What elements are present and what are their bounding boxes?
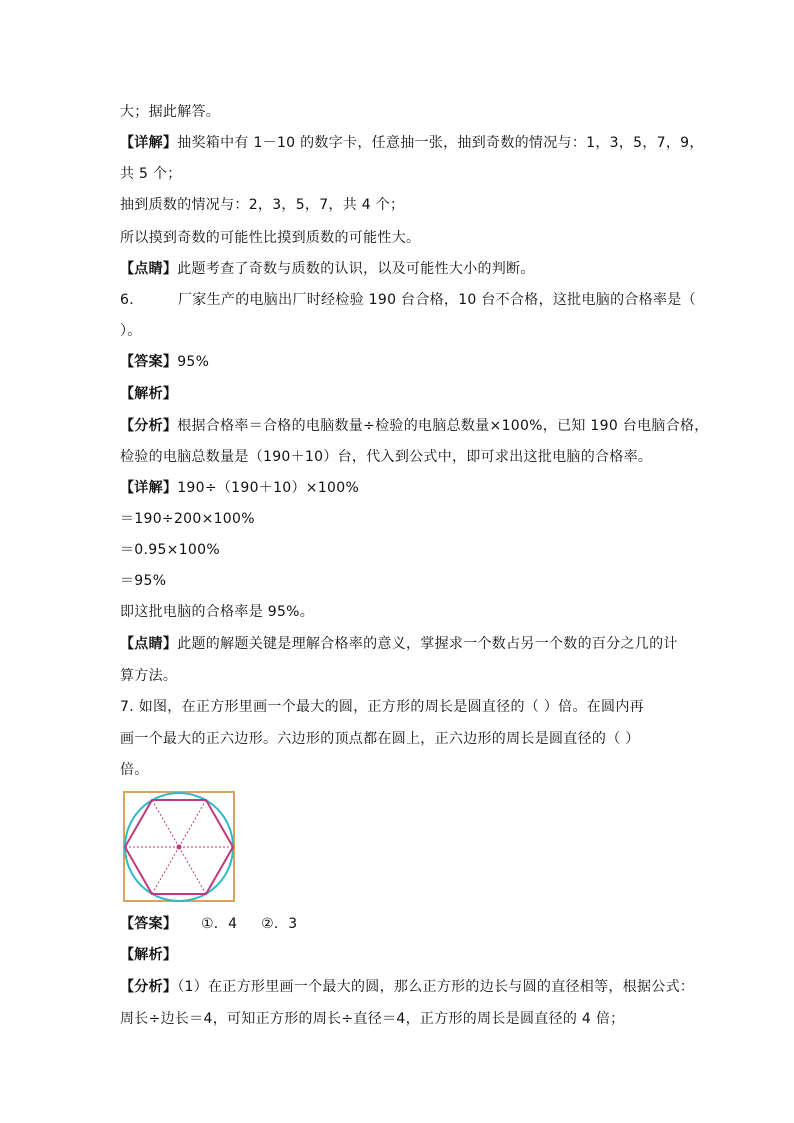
section-tag: 【详解】 xyxy=(120,135,178,151)
analysis-heading: 【解析】 xyxy=(120,947,178,963)
center-point xyxy=(177,845,182,850)
text-line: 共 5 个； xyxy=(120,166,182,182)
text-line: 【详解】抽奖箱中有 1－10 的数字卡，任意抽一张，抽到奇数的情况与：1，3，5，7，9， xyxy=(120,135,704,151)
section-tag: 【答案】 xyxy=(120,354,178,370)
text-line: 抽到质数的情况与：2，3，5，7，共 4 个； xyxy=(120,197,405,213)
answer-value: ①．4 ②．3 xyxy=(177,916,298,932)
text-line: ＝0.95×100% xyxy=(120,542,220,558)
square-circle-hexagon-figure xyxy=(120,790,238,904)
section-tag: 【点睛】 xyxy=(120,261,178,277)
section-tag: 【点睛】 xyxy=(120,636,178,652)
text-line: ＝190÷200×100% xyxy=(120,511,255,527)
text-line: 检验的电脑总数量是（190＋10）台，代入到公式中，即可求出这批电脑的合格率。 xyxy=(120,449,653,465)
answer-line xyxy=(120,352,209,372)
text-line: 所以摸到奇数的可能性比摸到质数的可能性大。 xyxy=(120,230,421,246)
text-line: 倍。 xyxy=(120,762,149,778)
answer-value: 95% xyxy=(177,354,210,370)
question-number: 6. xyxy=(120,292,134,308)
answer-line xyxy=(120,914,297,934)
text-line: 算方法。 xyxy=(120,668,178,684)
text-line: 【分析】（1）在正方形里画一个最大的圆，那么正方形的边长与圆的直径相等，根据公式： xyxy=(120,979,695,995)
question-7: 7. 如图，在正方形里画一个最大的圆，正方形的周长是圆直径的（ ）倍。在圆内再 xyxy=(120,699,644,715)
text-line: ＝95% xyxy=(120,573,167,589)
text-line: 周长÷边长＝4，可知正方形的周长÷直径＝4，正方形的周长是圆直径的 4 倍； xyxy=(120,1011,625,1027)
text-line: 【详解】190÷（190＋10）×100% xyxy=(120,480,360,496)
question-text: 厂家生产的电脑出厂时经检验 190 台合格，10 台不合格，这批电脑的合格率是（ xyxy=(178,292,696,308)
section-tag: 【分析】 xyxy=(120,418,178,434)
text-line: 【点睛】此题考查了奇数与质数的认识，以及可能性大小的判断。 xyxy=(120,261,535,277)
text-line: 即这批电脑的合格率是 95%。 xyxy=(120,604,315,620)
analysis-heading: 【解析】 xyxy=(120,386,178,402)
text-line: 【分析】根据合格率＝合格的电脑数量÷检验的电脑总数量×100%，已知 190 台电脑合格， xyxy=(120,418,709,434)
text-line: 画一个最大的正六边形。六边形的顶点都在圆上，正六边形的周长是圆直径的（ ） xyxy=(120,731,640,747)
section-tag: 【答案】 xyxy=(120,916,178,932)
text-line: ）。 xyxy=(120,323,142,339)
section-tag: 【分析】 xyxy=(120,979,178,995)
text-line: 【点睛】此题的解题关键是理解合格率的意义，掌握求一个数占另一个数的百分之几的计 xyxy=(120,636,678,652)
text-line: 大；据此解答。 xyxy=(120,104,221,120)
section-tag: 【详解】 xyxy=(120,480,178,496)
question-6 xyxy=(120,290,696,310)
